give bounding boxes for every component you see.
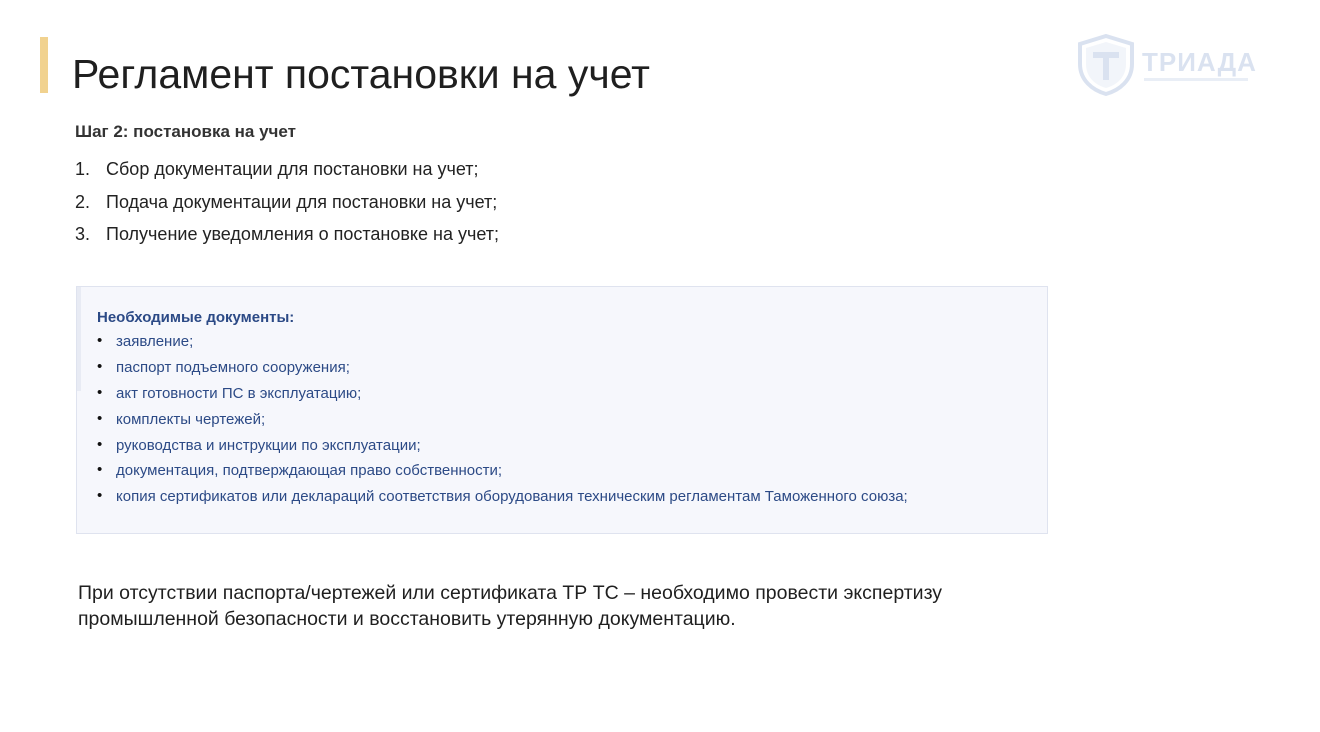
bullet-icon: • — [97, 461, 103, 479]
bullet-icon: • — [97, 357, 103, 375]
documents-list — [97, 333, 908, 514]
step-item — [75, 159, 499, 192]
expertise-note — [78, 580, 1078, 632]
bullet-icon: • — [97, 409, 103, 427]
document-item — [97, 333, 908, 359]
document-item — [97, 411, 908, 437]
note-line: При отсутствии паспорта/чертежей или сертификата ТР ТС – необходимо провести экспертизу — [78, 582, 943, 604]
documents-title: Необходимые документы: — [97, 309, 295, 326]
document-text: руководства и инструкции по эксплуатации; — [116, 436, 421, 454]
document-text: заявление; — [116, 333, 194, 350]
document-item — [97, 488, 908, 514]
title-accent-bar — [40, 37, 48, 93]
step-item — [75, 192, 499, 225]
bullet-icon: • — [97, 487, 103, 505]
step-text: Сбор документации для постановки на учет; — [106, 159, 479, 179]
document-item — [97, 359, 908, 385]
company-logo — [1076, 34, 1266, 96]
bullet-icon: • — [97, 435, 103, 453]
step-number: 3. — [75, 224, 91, 244]
document-text: комплекты чертежей; — [116, 410, 266, 428]
document-item — [97, 462, 908, 488]
document-item — [97, 437, 908, 463]
step-text: Подача документации для постановки на учет; — [106, 191, 498, 212]
logo-tagline-line — [1144, 78, 1248, 81]
step-number: 2. — [75, 191, 91, 212]
document-item — [97, 385, 908, 411]
shield-t-logo-icon — [1076, 34, 1136, 96]
note-line: промышленной безопасности и восстановить утерянную документацию. — [78, 608, 736, 630]
step-text: Получение уведомления о постановке на учет; — [106, 224, 499, 244]
required-documents-box — [76, 286, 1048, 534]
page-title: Регламент постановки на учет — [72, 51, 650, 97]
logo-wordmark: ТРИАДА — [1142, 47, 1257, 77]
step-heading: Шаг 2: постановка на учет — [75, 122, 296, 141]
document-text: акт готовности ПС в эксплуатацию; — [116, 384, 362, 402]
document-text: паспорт подъемного сооружения; — [116, 358, 350, 376]
step-item — [75, 224, 499, 257]
step-number: 1. — [75, 159, 91, 179]
steps-list — [75, 159, 499, 257]
document-text: копия сертификатов или деклараций соответствия оборудования техническим регламентам Таможенного союза; — [116, 488, 908, 506]
bullet-icon: • — [97, 332, 103, 349]
document-text: документация, подтверждающая право собственности; — [116, 462, 503, 480]
bullet-icon: • — [97, 383, 103, 401]
